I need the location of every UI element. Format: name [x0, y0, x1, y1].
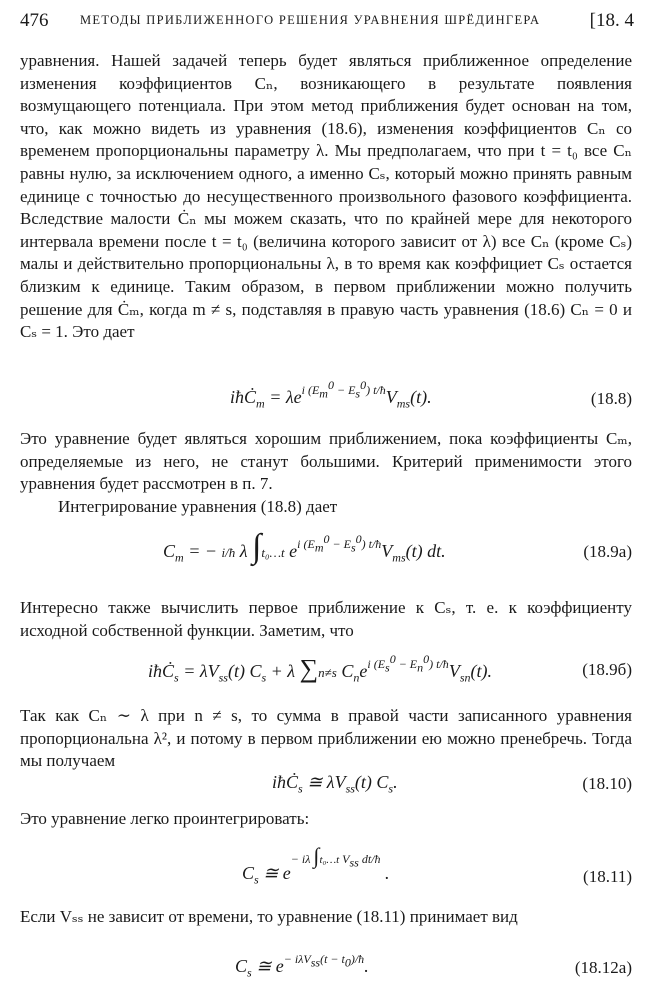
paragraph: [20, 597, 632, 642]
equation-18-9a: [20, 512, 632, 588]
equation-body: $C_s$ ≅ $e^{- i\lambda \int t_0\dots t V_{ss} dt/ħ}$ .: [242, 843, 390, 887]
paragraph: [20, 50, 632, 344]
paragraph-text: Если Vₛₛ не зависит от времени, то уравнение (18.11) принимает вид: [20, 907, 518, 926]
equation-body: iħĊ$_s$ = $\lambda V_{ss}(t) C_s + \lambda$ ∑n≠s $C_ne^{i (E_s^0 - E_n^0) t/ħ}V_{sn}(t)$.: [148, 652, 492, 685]
equation-body: iħĊ$_s$ ≅ $\lambda V_{ss}(t)$ $C_s$.: [272, 772, 398, 796]
equation-body: $C_m$ = − i/ħ λ ∫t₀…t $e^{i (E_m^0 - E_s^0) t/ħ}V_{ms}(t)$ dt.: [163, 528, 446, 565]
equation-18-8: [20, 378, 632, 417]
paragraph-text: Так как Cₙ ∼ λ при n ≠ s, то сумма в правой части записанного уравнения пропорциональна λ², и потому в первом приближении ею можно пренебречь. Тогда мы получаем: [20, 706, 632, 771]
equation-body: iħĊ$_m$ = $\lambda e^{i (E_m^0 - E_s^0) t/ħ}V_{ms}(t)$.: [230, 378, 432, 411]
equation-body: $C_s$ ≅ $e^{- i\lambda V_{ss}(t - t_0)/ħ}$.: [235, 952, 369, 980]
equation-number: (18.12a): [574, 958, 632, 977]
paragraph-text: Интересно также вычислить первое приближение к Cₛ, т. е. к коэффициенту исходной собственной функции. Заметим, что: [20, 598, 632, 640]
section-number: [18. 4: [589, 10, 634, 31]
equation-18-11: [20, 835, 632, 899]
paragraph-text: Интегрирование уравнения (18.8) дает: [58, 496, 338, 516]
paragraph-text: уравнения. Нашей задачей теперь будет являться приближенное определение изменения коэффициентов Cₙ, возникающего в результате появления возмущающего потенциала. При этом метод приближения будет основан на том, что, как можно видеть из уравнения (18.6), изменения коэффициентов Cₙ со временем пропорциональны параметру λ. Мы предполагаем, что при t = t₀ все Cₙ равны нулю, за исключением одного, а именно Cₛ, который можно принять равным единице с точностью до несущественного произвольного фазового коэффициента. Вследствие малости Ċₙ мы можем сказать, что по крайней мере для некоторого интервала времени после t = t₀ (величина которого зависит от λ) все Cₙ (кроме Cₛ) малы и действительно пропорциональны λ, в то время как коэффициет Cₛ остается близким к единице. Таким образом, в первом приближении можно получить решение для Ċₘ, когда m ≠ s, подставляя в правую часть уравнения (18.6) Cₙ = 0 и Cₛ = 1. Это дает: [20, 51, 632, 342]
equation-18-9b: [20, 648, 632, 698]
equation-number: (18.9a): [583, 542, 632, 561]
equation-number: (18.8): [590, 389, 632, 408]
paragraph: [20, 906, 632, 929]
paragraph-text: Это уравнение будет являться хорошим приближением, пока коэффициенты Cₘ, определяемые из него, не станут большими. Критерий применимости этого уравнения будет рассмотрен в п. 7.: [20, 429, 632, 494]
equation-18-10: [20, 772, 632, 802]
paragraph-text: Это уравнение легко проинтегрировать:: [20, 809, 310, 828]
equation-number: (18.10): [582, 774, 632, 793]
running-title: МЕТОДЫ ПРИБЛИЖЕННОГО РЕШЕНИЯ УРАВНЕНИЯ ШРЁДИНГЕРА: [80, 13, 541, 27]
equation-number: (18.9б): [582, 660, 632, 679]
running-header: [20, 4, 634, 34]
paragraph: [20, 428, 632, 518]
page-number: 476: [20, 10, 49, 31]
equation-number: (18.11): [583, 867, 632, 886]
paragraph: [20, 705, 632, 773]
equation-18-12a: [20, 954, 632, 986]
paragraph: [20, 808, 632, 831]
